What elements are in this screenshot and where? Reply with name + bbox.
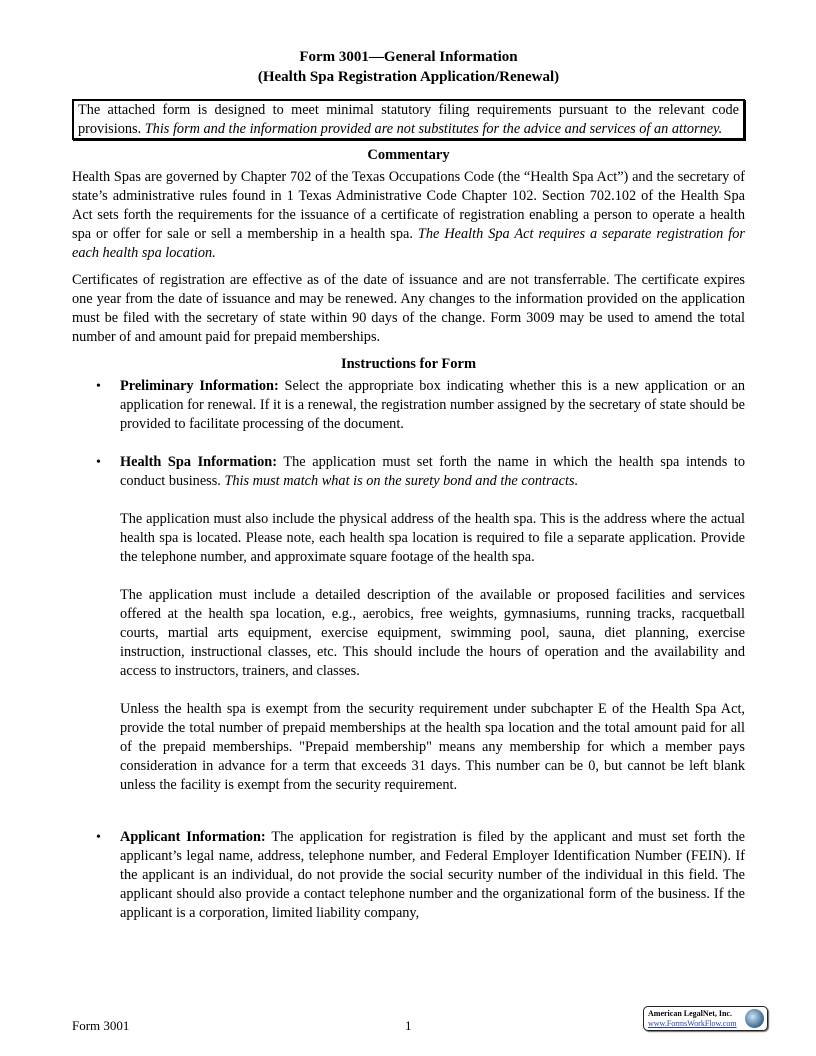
commentary-heading: Commentary — [367, 147, 450, 163]
list-item — [72, 377, 745, 434]
list-item — [72, 828, 745, 923]
american-legalnet-logo[interactable] — [643, 1006, 768, 1031]
document-page — [72, 47, 745, 942]
footer-form-number: Form 3001 — [72, 1018, 130, 1033]
item-text — [120, 828, 745, 923]
bullet-icon: • — [96, 830, 101, 845]
disclaimer-text: The attached form is designed to meet minimal statutory filing requirements pursuant to the relevant code provisions. — [78, 102, 739, 137]
item-body: The application must set forth the name in which the health spa intends to conduct business. — [120, 454, 745, 489]
item-label: Applicant Information: — [120, 829, 266, 845]
globe-icon — [745, 1009, 764, 1028]
item-label: Health Spa Information: — [120, 454, 278, 470]
title-line-2: (Health Spa Registration Application/Renewal) — [257, 69, 560, 85]
commentary-paragraph-2: Certificates of registration are effective as of the date of issuance and are not transferrable. The certificate expires one year from the date of issuance and may be renewed. Any changes to the information provided on the application must be filed with the secretary of state within 90 days of the change. Form 3009 may be used to amend the total number of and amount paid for prepaid memberships. — [72, 272, 745, 345]
item-text — [120, 453, 745, 491]
commentary-text: Health Spas are governed by Chapter 702 of the Texas Occupations Code (the “Health Spa Act”) and the secretary of state’s administrative rules found in 1 Texas Administrative Code Chapter 102. Section 702.102 of the Health Spa Act sets forth the requirements for the issuance of a certificate of registration enabling a person to operate a health spa or offer for sale or sell a membership in a health spa. — [72, 169, 745, 242]
bullet-icon: • — [96, 379, 101, 394]
item-paragraph: The application must also include the physical address of the health spa. This is the address where the actual health spa is located. Please note, each health spa location is required to file a separate application. Provide the telephone number, and approximate square footage of the health spa. — [120, 511, 745, 565]
disclaimer-box — [72, 99, 745, 140]
commentary-paragraph — [72, 168, 745, 263]
list-item — [72, 453, 745, 795]
bullet-icon: • — [96, 455, 101, 470]
item-paragraph: Unless the health spa is exempt from the security requirement under subchapter E of the Health Spa Act, provide the total number of prepaid memberships at the health spa location and the total amount paid for all of the prepaid memberships. "Prepaid membership" means any membership for which a member pays consideration in advance for a term that exceeds 31 days. This number can be 0, but cannot be left blank unless the facility is exempt from the security requirement. — [120, 701, 745, 793]
instructions-list — [72, 377, 745, 923]
form-title — [72, 47, 745, 87]
item-body: The application for registration is filed by the applicant and must set forth the applicant’s legal name, address, telephone number, and Federal Employer Identification Number (FEIN). If the applicant is an individual, do not provide the social security number of the individual in this field. The applicant should also provide a contact telephone number and the organizational form of the business. If the applicant is a corporation, limited liability company, — [120, 829, 746, 921]
item-text — [120, 377, 745, 434]
item-body: Select the appropriate box indicating whether this is a new application or an application for renewal. If it is a renewal, the registration number assigned by the secretary of state should be provided to facilitate processing of the document. — [120, 378, 745, 432]
item-label: Preliminary Information: — [120, 378, 279, 394]
logo-company: American LegalNet, Inc. — [648, 1009, 732, 1018]
logo-link[interactable]: www.FormsWorkFlow.com — [648, 1019, 737, 1028]
disclaimer-italic: This form and the information provided are not substitutes for the advice and services of an attorney. — [144, 120, 723, 137]
item-paragraph: The application must include a detailed description of the available or proposed facilities and services offered at the health spa location, e.g., aerobics, free weights, gymnasiums, running tracks, racquetball courts, martial arts equipment, exercise equipment, swimming pool, sauna, diet planning, exercise instruction, instructional classes, etc. This should include the hours of operation and the availability and access to instructors, trainers, and classes. — [120, 587, 745, 679]
page-number: 1 — [405, 1018, 412, 1033]
title-line-1: Form 3001—General Information — [299, 49, 518, 65]
instructions-heading: Instructions for Form — [340, 356, 477, 372]
commentary-italic: The Health Spa Act requires a separate registration for each health spa location. — [72, 226, 745, 261]
item-italic: This must match what is on the surety bond and the contracts. — [224, 473, 579, 489]
